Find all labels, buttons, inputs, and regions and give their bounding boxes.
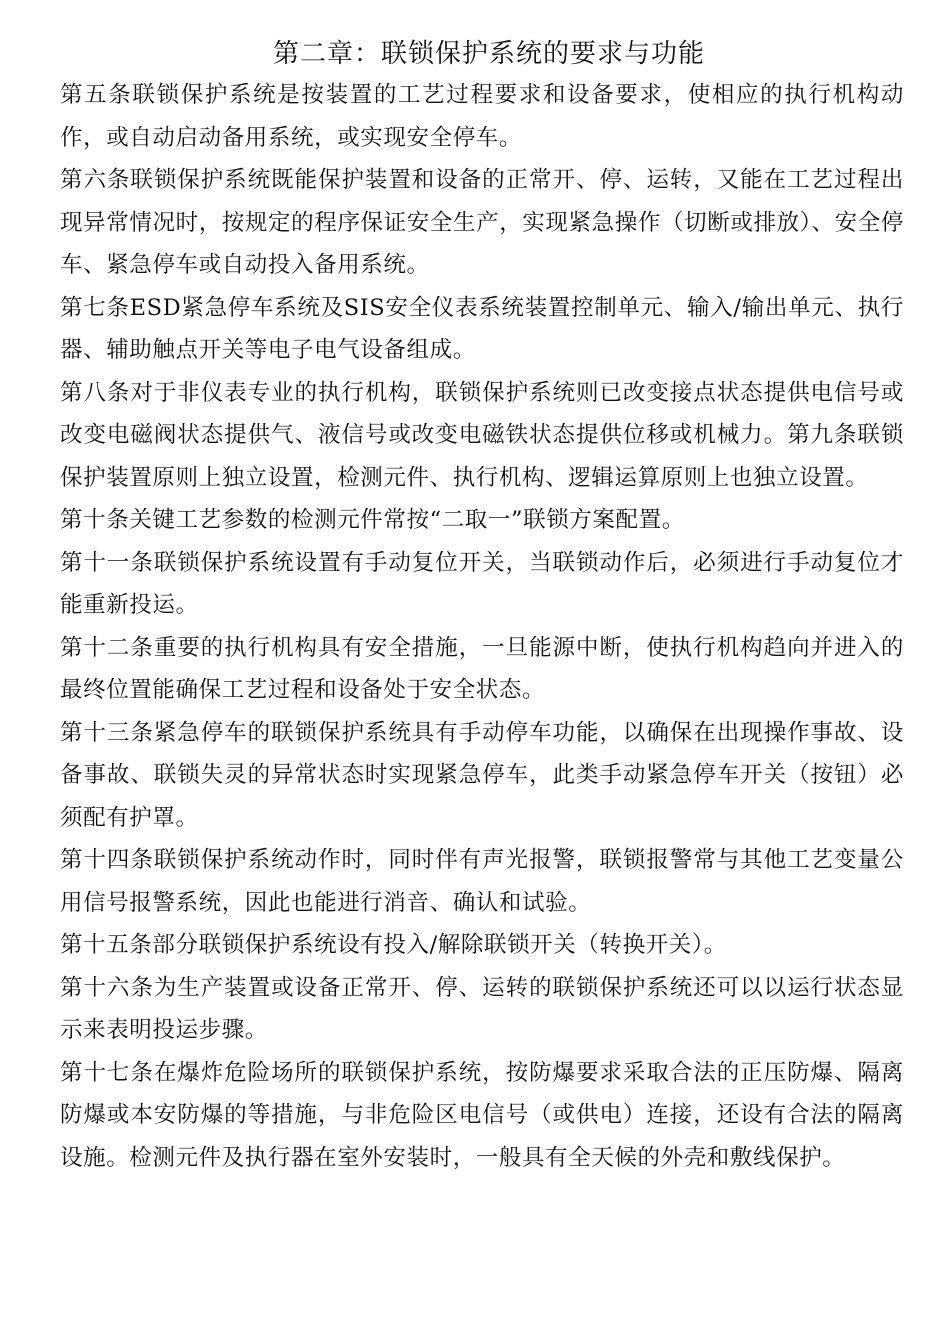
article-6: 第六条联锁保护系统既能保护装置和设备的正常开、停、运转，又能在工艺过程出现异常情况时，按规定的程序保证安全生产，实现紧急操作（切断或排放）、安全停车、紧急停车或自动投入备用系统。 — [60, 167, 904, 278]
article-15: 第十五条部分联锁保护系统设有投入/解除联锁开关（转换开关）。 — [60, 932, 727, 958]
article-17: 第十七条在爆炸危险场所的联锁保护系统，按防爆要求采取合法的正压防爆、隔离防爆或本安防爆的等措施，与非危险区电信号（或供电）连接，还设有合法的隔离设施。检测元件及执行器在室外安装时，一般具有全天候的外壳和敷线保护。 — [60, 1059, 904, 1171]
article-12: 第十二条重要的执行机构具有安全措施，一旦能源中断，使执行机构趋向并进入的最终位置能确保工艺过程和设备处于安全状态。 — [60, 634, 904, 703]
article-11: 第十一条联锁保护系统设置有手动复位开关，当联锁动作后，必须进行手动复位才能重新投运。 — [60, 549, 904, 618]
article-10: 第十条关键工艺参数的检测元件常按“二取一”联锁方案配置。 — [60, 507, 685, 533]
chapter-title: 第二章：联锁保护系统的要求与功能 — [272, 39, 705, 69]
article-7: 第七条ESD紧急停车系统及SIS安全仪表系统装置控制单元、输入/输出单元、执行器、辅助触点开关等电子电气设备组成。 — [60, 294, 904, 363]
article-16: 第十六条为生产装置或设备正常开、停、运转的联锁保护系统还可以以运行状态显示来表明投运步骤。 — [60, 974, 904, 1043]
article-5: 第五条联锁保护系统是按装置的工艺过程要求和设备要求，使相应的执行机构动作，或自动启动备用系统，或实现安全停车。 — [60, 82, 904, 151]
article-list — [60, 74, 904, 1179]
article-8-9: 第八条对于非仪表专业的执行机构，联锁保护系统则已改变接点状态提供电信号或改变电磁阀状态提供气、液信号或改变电磁铁状态提供位移或机械力。第九条联锁保护装置原则上独立设置，检测元件、执行机构、逻辑运算原则上也独立设置。 — [60, 379, 904, 491]
article-13: 第十三条紧急停车的联锁保护系统具有手动停车功能，以确保在出现操作事故、设备事故、联锁失灵的异常状态时实现紧急停车，此类手动紧急停车开关（按钮）必须配有护罩。 — [60, 719, 904, 831]
article-14: 第十四条联锁保护系统动作时，同时伴有声光报警，联锁报警常与其他工艺变量公用信号报警系统，因此也能进行消音、确认和试验。 — [60, 847, 904, 916]
